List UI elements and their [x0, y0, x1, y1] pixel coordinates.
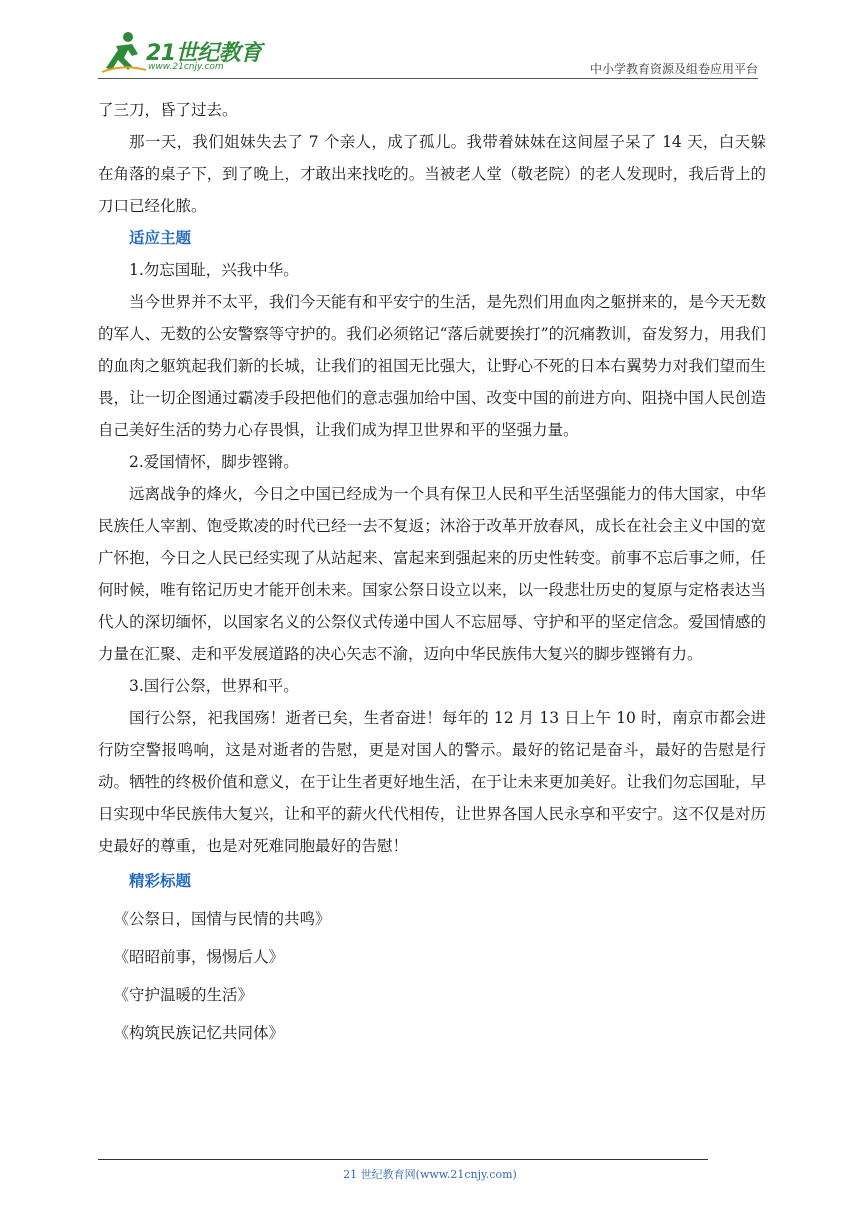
platform-tagline: 中小学教育资源及组卷应用平台: [589, 62, 758, 76]
site-logo[interactable]: [98, 30, 278, 76]
document-body: [98, 94, 766, 1052]
title-item: 《守护温暖的生活》: [113, 986, 254, 1004]
subheading: 2.爱国情怀，脚步铿锵。: [129, 453, 299, 471]
paragraph: 当今世界并不太平，我们今天能有和平安宁的生活，是先烈们用血肉之躯拼来的，是今天无数的军人、无数的公安警察等守护的。我们必须铭记“落后就要挨打”的沉痛教训，奋发努力，用我们的血肉之躯筑起我们新的长城，让我们的祖国无比强大，让野心不死的日本右翼势力对我们望而生畏，让一切企图通过霸凌手段把他们的意志强加给中国、改变中国的前进方向、阻挠中国人民创造自己美好生活的势力心存畏惧，让我们成为捍卫世界和平的坚强力量。: [98, 293, 766, 439]
logo-wordmark: 21世纪教育: [146, 41, 262, 66]
title-item: 《昭昭前事，惕惕后人》: [113, 948, 285, 966]
paragraph: 远离战争的烽火，今日之中国已经成为一个具有保卫人民和平生活坚强能力的伟大国家，中华民族任人宰割、饱受欺凌的时代已经一去不复返；沐浴于改革开放春风，成长在社会主义中国的宽广怀抱，今日之人民已经实现了从站起来、富起来到强起来的历史性转变。前事不忘后事之师，任何时候，唯有铭记历史才能开创未来。国家公祭日设立以来，以一段悲壮历史的复原与定格表达当代人的深切缅怀，以国家名义的公祭仪式传递中国人不忘屈辱、守护和平的坚定信念。爱国情感的力量在汇聚、走和平发展道路的决心矢志不渝，迈向中华民族伟大复兴的脚步铿锵有力。: [98, 485, 766, 663]
section-heading-topics: 适应主题: [129, 229, 192, 247]
paragraph: 那一天，我们姐妹失去了 7 个亲人，成了孤儿。我带着妹妹在这间屋子呆了 14 天，白天躲在角落的桌子下，到了晚上，才敢出来找吃的。当被老人堂（敬老院）的老人发现时，我后背上的刀口已经化脓。: [98, 133, 766, 215]
section-heading-titles: 精彩标题: [129, 872, 192, 890]
runner-icon: [98, 30, 148, 76]
subheading: 3.国行公祭，世界和平。: [129, 677, 299, 695]
subheading: 1.勿忘国耻，兴我中华。: [129, 261, 299, 279]
title-item: 《构筑民族记忆共同体》: [113, 1024, 285, 1042]
paragraph: 国行公祭，祀我国殇！逝者已矣，生者奋进！每年的 12 月 13 日上午 10 时，南京市都会进行防空警报鸣响，这是对逝者的告慰，更是对国人的警示。最好的铭记是奋斗，最好的告慰是行动。牺牲的终极价值和意义，在于让生者更好地生活，在于让未来更加美好。让我们勿忘国耻，早日实现中华民族伟大复兴，让和平的薪火代代相传，让世界各国人民永享和平安宁。这不仅是对历史最好的尊重，也是对死难同胞最好的告慰！: [98, 709, 766, 855]
header-divider: [98, 78, 758, 79]
footer-divider: [98, 1159, 708, 1160]
page-header: [98, 30, 758, 80]
footer-link[interactable]: 21 世纪教育网(www.21cnjy.com): [343, 1168, 517, 1181]
title-item: 《公祭日，国情与民情的共鸣》: [113, 910, 331, 928]
logo-url: www.21cnjy.com: [148, 62, 224, 72]
paragraph: 了三刀，昏了过去。: [98, 101, 238, 119]
